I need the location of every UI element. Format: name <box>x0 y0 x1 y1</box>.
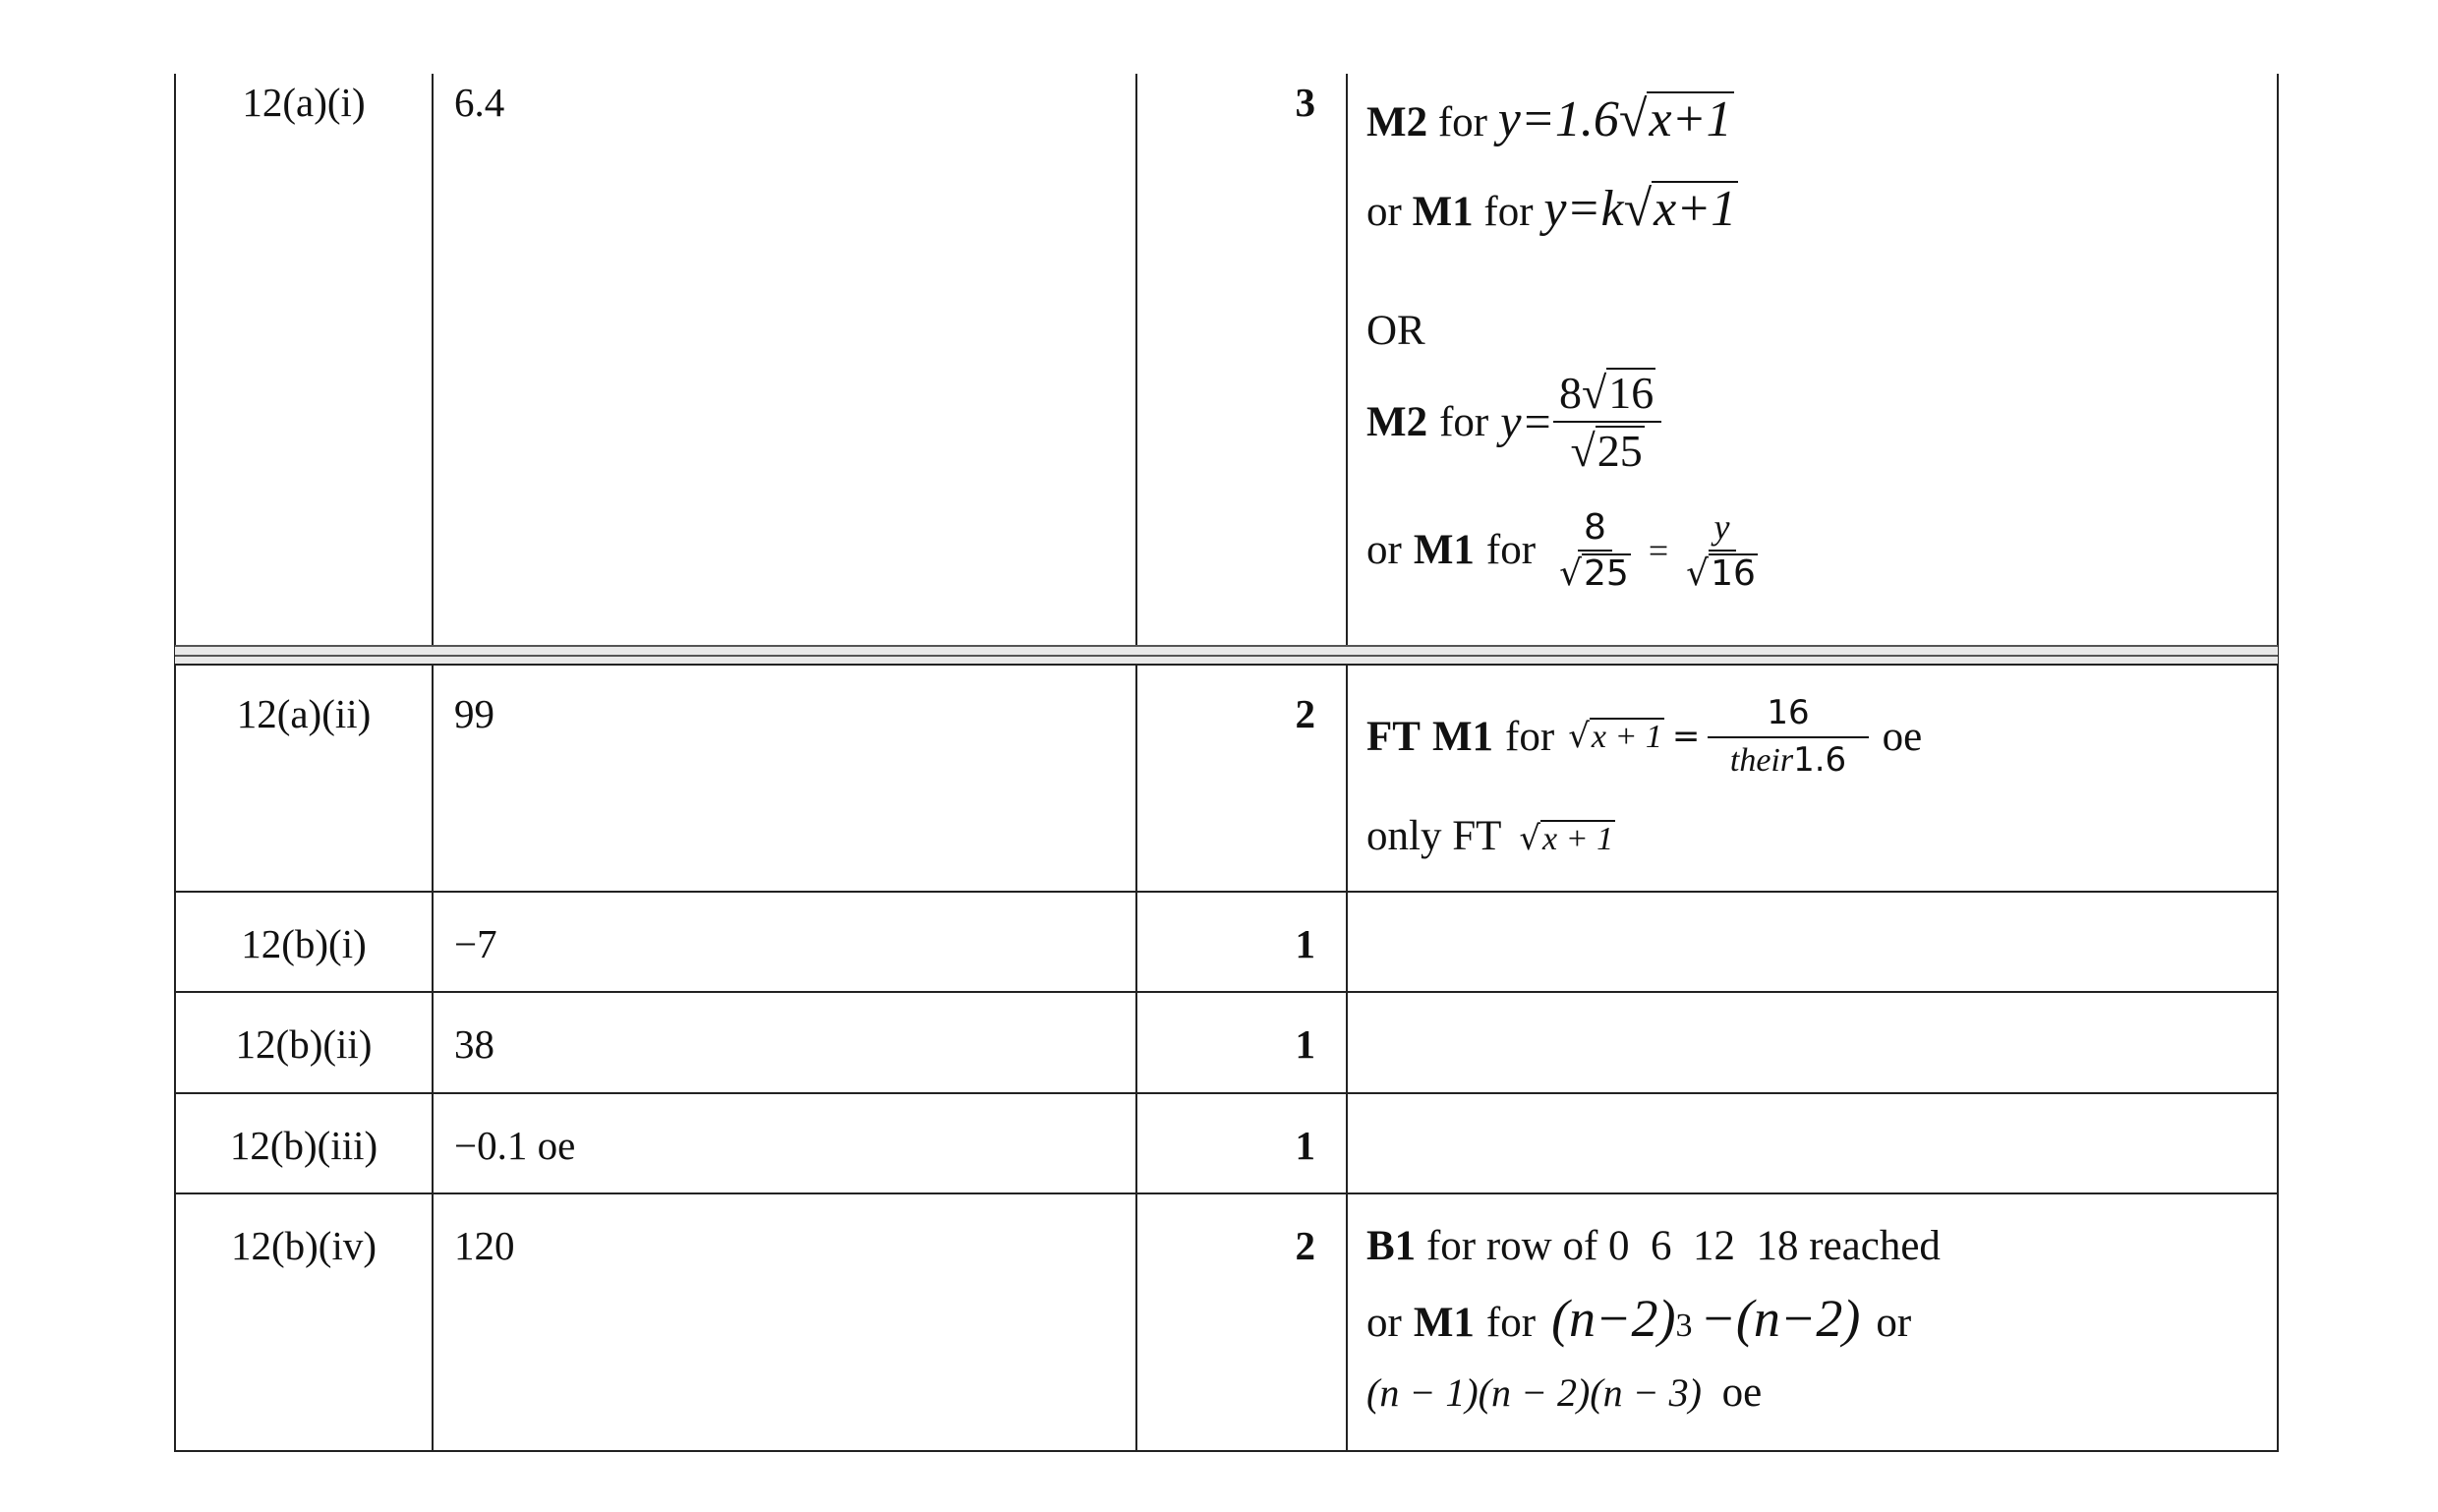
answer-value: 120 <box>454 1223 515 1268</box>
guidance-text: or <box>1366 189 1402 235</box>
radicand: 16 <box>1711 553 1756 594</box>
mark-code: B1 <box>1366 1223 1417 1269</box>
math-expression: y=1.6 <box>1497 91 1619 147</box>
question-number: 12(b)(ii) <box>235 1021 373 1067</box>
radicand: x+1 <box>1654 181 1737 237</box>
row-divider <box>175 664 2278 666</box>
guidance-text: for row of 0 6 12 18 reached <box>1425 1223 1941 1269</box>
radical-sign: √ <box>1618 91 1648 147</box>
marks-value: 2 <box>1295 1223 1315 1268</box>
fraction-denominator: their1.6 <box>1729 740 1847 780</box>
radicand: 25 <box>1584 552 1629 594</box>
mark-code: FT <box>1366 713 1421 760</box>
math-expression <box>1519 819 1615 858</box>
radicand: x + 1 <box>1591 719 1662 755</box>
marks-value: 1 <box>1295 1123 1315 1168</box>
answer-value: 6.4 <box>454 80 505 125</box>
fraction-denominator <box>1553 552 1637 594</box>
guidance-line <box>1366 367 1667 477</box>
table-border-bottom <box>175 1450 2278 1452</box>
fraction-numerator <box>1553 367 1661 423</box>
table-border-left <box>174 74 176 1452</box>
guidance-text: for <box>1505 713 1555 760</box>
question-number: 12(b)(iii) <box>229 1123 378 1168</box>
fraction <box>1708 693 1868 780</box>
mark-code: M1 <box>1412 189 1474 235</box>
question-number: 12(a)(i) <box>242 80 366 125</box>
guidance-text: for <box>1483 189 1534 235</box>
column-divider-question <box>432 74 434 1452</box>
radical-sign: √ <box>1686 553 1710 594</box>
marks-value: 1 <box>1295 1021 1315 1067</box>
marks-value: 2 <box>1295 691 1315 736</box>
guidance-text: only FT <box>1366 813 1501 859</box>
equals-sign: = <box>1648 530 1669 570</box>
guidance-line <box>1366 180 1738 238</box>
question-number: 12(a)(ii) <box>236 691 372 736</box>
row-separator-top <box>175 645 2278 647</box>
radical-sign: √ <box>1581 368 1607 418</box>
question-number: 12(b)(iv) <box>230 1223 377 1268</box>
fraction <box>1553 367 1661 477</box>
guidance-text: or <box>1366 1300 1402 1346</box>
row-divider <box>175 1192 2278 1194</box>
guidance-line <box>1366 693 1922 780</box>
mark-code: M1 <box>1413 527 1475 573</box>
row-divider <box>175 991 2278 993</box>
exponent: 3 <box>1675 1308 1693 1344</box>
radical-sign: √ <box>1570 426 1596 476</box>
answer-value: −7 <box>454 921 497 966</box>
answer-value: 99 <box>454 691 494 736</box>
guidance-text: for <box>1437 99 1487 145</box>
row-separator-mid <box>175 655 2278 657</box>
answer-value: −0.1 oe <box>454 1123 576 1168</box>
mark-code: M2 <box>1366 99 1428 145</box>
guidance-text: for <box>1485 527 1537 573</box>
fraction <box>1680 506 1764 594</box>
fraction <box>1553 507 1637 594</box>
fraction-numerator: y <box>1709 506 1736 552</box>
fraction-numerator: 8 <box>1578 507 1612 552</box>
guidance-line <box>1366 506 1770 594</box>
radical-sign: √ <box>1568 717 1590 756</box>
radical-sign: √ <box>1519 819 1541 858</box>
guidance-text: oe <box>1882 713 1923 760</box>
mark-code: M2 <box>1366 398 1428 445</box>
guidance-line <box>1366 812 1615 860</box>
guidance-text: for <box>1485 1300 1537 1346</box>
guidance-line <box>1366 1288 1911 1349</box>
radical-sign: √ <box>1559 552 1583 594</box>
mark-code: M1 <box>1431 713 1494 760</box>
guidance-text: or <box>1876 1300 1912 1346</box>
fraction-denominator <box>1564 423 1650 477</box>
guidance-line <box>1366 90 1734 148</box>
math-expression: (n − 1)(n − 2)(n − 3) <box>1366 1370 1702 1415</box>
guidance-text: for <box>1439 398 1489 445</box>
math-expression: y=k <box>1543 181 1624 237</box>
fraction-numerator: 16 <box>1708 693 1868 738</box>
or-separator: OR <box>1366 308 1425 354</box>
table-border-right <box>2277 74 2279 1452</box>
marks-value: 1 <box>1295 921 1315 966</box>
math-expression: y= <box>1500 395 1553 448</box>
radicand: 25 <box>1596 426 1643 476</box>
row-divider <box>175 1092 2278 1094</box>
numerator-coefficient: 8 <box>1558 368 1582 418</box>
fraction-denominator <box>1680 552 1764 594</box>
math-expression: (n−2) <box>1551 1289 1676 1348</box>
marks-value: 3 <box>1295 80 1315 125</box>
radicand: x + 1 <box>1542 821 1614 857</box>
math-expression <box>1568 717 1664 756</box>
guidance-line <box>1366 1368 1762 1417</box>
question-number: 12(b)(i) <box>241 921 367 966</box>
column-divider-answer <box>1135 74 1137 1452</box>
column-divider-marks <box>1346 74 1348 1452</box>
radicand: 16 <box>1608 368 1654 418</box>
guidance-text: oe <box>1721 1369 1763 1416</box>
answer-value: 38 <box>454 1021 494 1067</box>
mark-code: M1 <box>1413 1300 1475 1346</box>
math-expression: −(n−2) <box>1700 1289 1861 1348</box>
radicand: x+1 <box>1649 91 1732 147</box>
guidance-text: or <box>1366 527 1402 573</box>
radical-sign: √ <box>1623 181 1653 237</box>
row-divider <box>175 891 2278 893</box>
equals-sign: = <box>1671 717 1701 756</box>
guidance-line <box>1366 1222 1941 1270</box>
